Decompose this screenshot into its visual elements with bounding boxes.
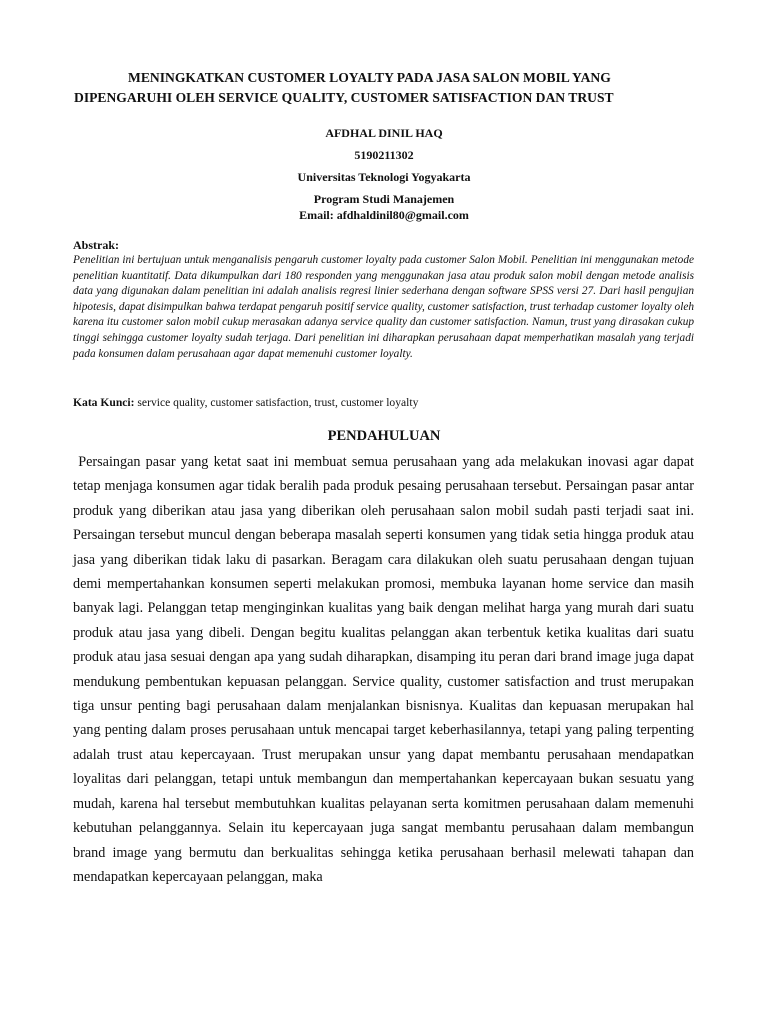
author-name: AFDHAL DINIL HAQ bbox=[325, 126, 443, 140]
keywords-label: Kata Kunci: bbox=[73, 396, 135, 409]
title-line-2: DIPENGARUHI OLEH SERVICE QUALITY, CUSTOMER SATISFACTION DAN TRUST bbox=[74, 90, 614, 105]
paper-title bbox=[70, 68, 698, 108]
keywords-text: service quality, customer satisfaction, trust, customer loyalty bbox=[137, 396, 419, 409]
intro-paragraph-text: Persaingan pasar yang ketat saat ini membuat semua perusahaan yang ada melakukan inovasi agar dapat tetap menjaga konsumen agar tidak beralih pada produk pesaing perusahaan tersebut. Persaingan pasar antar produk yang diberikan atau jasa yang diberikan oleh perusahaan salon mobil sudah pasti terjadi saat ini. Persaingan tersebut muncul dengan beberapa masalah seperti konsumen yang tidak setia hingga produk atau jasa yang diberikan tidak laku di pasarkan. Beragam cara dilakukan oleh suatu perusahaan dengan tujuan demi mempertahankan konsumen seperti melakukan promosi, membuka layanan home service dan masih banyak lagi. Pelanggan tetap menginginkan kualitas yang baik dengan melihat harga yang murah dari suatu produk atau jasa yang dibeli. Dengan begitu kualitas pelanggan akan terbentuk ketika kualitas dari suatu produk atau jasa sesuai dengan apa yang sudah diharapkan, disamping itu peran dari brand image juga dapat mendukung pembentukan kepuasan pelanggan. Service quality, customer satisfaction and trust merupakan tiga unsur penting bagi perusahaan dalam menjalankan bisnisnya. Kualitas dan kepuasan merupakan hal yang penting dalam proses perusahaan untuk mencapai target keberhasilannya, tetapi yang paling terpenting adalah trust atau kepercayaan. Trust merupakan unsur yang dapat membantu perusahaan mendapatkan loyalitas dari pelanggan, tetapi untuk membangun dan mempertahankan kepercayaan bukan sesuatu yang mudah, karena hal tersebut membutuhkan kualitas pelayanan serta komitmen perusahaan dalam memenuhi kebutuhan pelanggannya. Selain itu kepercayaan juga sangat membantu perusahaan dalam membangun brand image yang bermutu dan berkualitas sehingga ketika perusahaan berhasil melewati tahapan dan mendapatkan kepercayaan pelanggan, maka bbox=[73, 454, 694, 885]
abstract-text: Penelitian ini bertujuan untuk menganalisis pengaruh customer loyalty pada customer Salon Mobil. Penelitian ini menggunakan metode penelitian kuantitatif. Data dikumpulkan dari 180 responden yang menggunakan jasa atau produk salon mobil dengan metode analisis data yang digunakan dalam penelitian ini adalah analisis regresi linier sederhana dengan software SPSS versi 27. Dari hasil pengujian hipotesis, dapat disimpulkan bahwa terdapat pengaruh positif service quality, customer satisfaction, trust terhadap customer loyalty oleh karena itu customer salon mobil cukup merasakan adanya service quality dan customer satisfaction. Namun, trust yang dirasakan cukup tinggi sehingga customer loyalty sudah terjaga. Dari penelitian ini diharapkan perusahaan dapat memperhatikan masalah yang terjadi pada konsumen dalam perusahaan agar dapat memenuhi customer loyalty. bbox=[73, 254, 694, 360]
student-id: 5190211302 bbox=[354, 148, 414, 162]
study-program: Program Studi Manajemen bbox=[313, 192, 455, 206]
author-email: Email: afdhaldinil80@gmail.com bbox=[299, 208, 469, 222]
university-name: Universitas Teknologi Yogyakarta bbox=[297, 170, 471, 184]
intro-paragraph bbox=[73, 450, 694, 889]
section-heading-pendahuluan: PENDAHULUAN bbox=[327, 428, 441, 444]
keywords-line bbox=[73, 396, 694, 409]
abstract-label: Abstrak: bbox=[73, 238, 120, 252]
title-line-1: MENINGKATKAN CUSTOMER LOYALTY PADA JASA SALON MOBIL YANG bbox=[128, 70, 611, 85]
